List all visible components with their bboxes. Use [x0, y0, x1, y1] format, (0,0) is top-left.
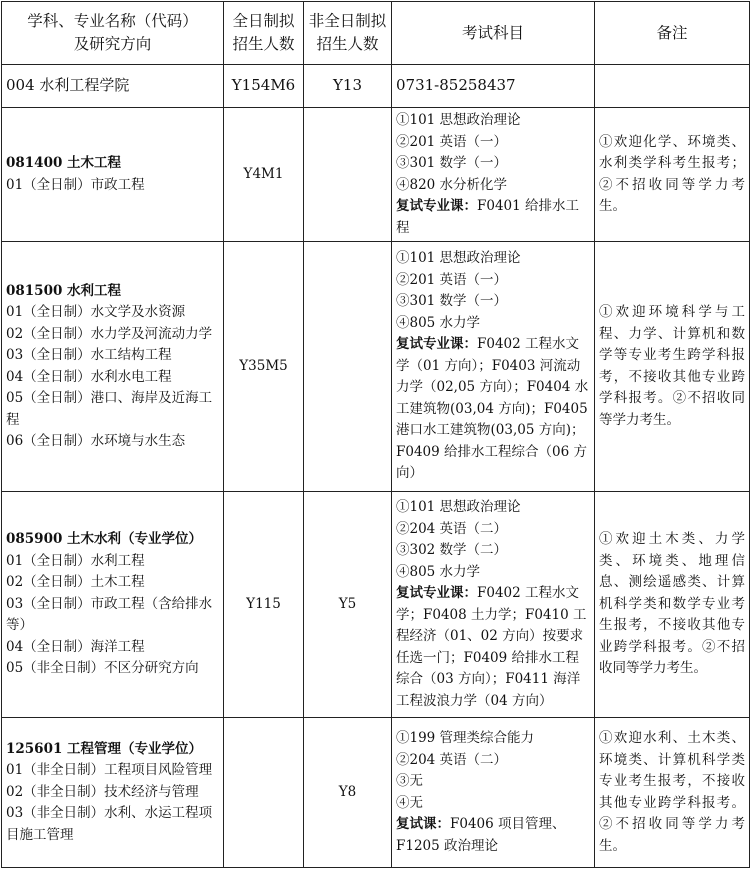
retest-info: [396, 583, 590, 712]
remarks-cell: ①欢迎环境科学与工程、力学、计算机和数学等专业考生跨学科报考，不接收其他专业跨学科报考。②不招收同等学力考生。: [595, 242, 750, 492]
parttime-quota: [304, 242, 392, 492]
dept-fulltime: Y154M6: [224, 65, 304, 108]
retest-label: 复试专业课：: [396, 585, 477, 601]
direction: 05（全日制）港口、海岸及近海工程: [6, 390, 213, 428]
parttime-quota: Y5: [304, 492, 392, 718]
dept-name: 004 水利工程学院: [2, 65, 224, 108]
retest-text: F0402 工程水文学（01 方向）；F0403 河流动力学（02,05 方向）；F0404 水工建筑物(03,04 方向)；F0405 港口水工建筑物(03,05 方向)；F0409 给排水工程综合（06 方向）: [396, 336, 589, 482]
dept-row: [2, 65, 750, 108]
major-title: 081500 水利工程: [6, 282, 122, 299]
retest-text: F0401 给排水工程: [396, 198, 580, 236]
exam-subject: ②204 英语（二）: [396, 751, 508, 768]
table-row: [2, 718, 750, 868]
exam-cell: [392, 718, 595, 868]
direction: 01（非全日制）工程项目风险管理: [6, 762, 213, 779]
header-exam: 考试科目: [392, 2, 595, 65]
direction: 04（全日制）水利水电工程: [6, 368, 172, 385]
retest-info: [396, 334, 590, 485]
header-fulltime: 全日制拟 招生人数: [224, 2, 304, 65]
dept-parttime: Y13: [304, 65, 392, 108]
exam-subject: ①101 思想政治理论: [396, 250, 521, 267]
retest-label: 复试专业课：: [396, 336, 477, 353]
dept-phone: 0731-85258437: [392, 65, 595, 108]
exam-subject: ④820 水分析化学: [396, 176, 508, 193]
header-parttime: 非全日制拟 招生人数: [304, 2, 392, 65]
direction: 03（全日制）市政工程（含给排水等）: [6, 595, 213, 634]
major-title: 081400 土木工程: [6, 155, 122, 171]
exam-cell: [392, 242, 595, 492]
exam-subject: ①199 管理类综合能力: [396, 730, 535, 746]
header-remarks: 备注: [595, 2, 750, 65]
exam-subject: ④无: [396, 794, 423, 811]
parttime-quota: [304, 108, 392, 242]
direction: 01（全日制）市政工程: [6, 176, 145, 193]
direction: 02（全日制）水力学及河流动力学: [6, 325, 213, 342]
major-title: 125601 工程管理（专业学位）: [6, 740, 203, 757]
table-row: [2, 492, 750, 718]
dept-empty: [595, 65, 750, 108]
remarks-cell: ①欢迎化学、环境类、水利类学科考生报考；②不招收同等学力考生。: [595, 108, 750, 242]
exam-subject: ④805 水力学: [396, 563, 481, 580]
direction: 05（非全日制）不区分研究方向: [6, 660, 199, 677]
fulltime-quota: Y4M1: [224, 108, 304, 242]
retest-info: [396, 814, 590, 857]
remarks-cell: ①欢迎水利、土木类、环境类、计算机科学类专业考生报考，不接收其他专业跨学科报考。②不招收同等学力考生。: [595, 718, 750, 868]
major-cell: [2, 492, 224, 718]
parttime-quota: Y8: [304, 718, 392, 868]
exam-cell: [392, 108, 595, 242]
retest-text: F0402 工程水文学；F0408 土力学；F0410 工程经济（01、02 方向）按要求任选一门；F0409 给排水工程综合（03 方向）；F0411 海洋工程波浪力学（04 方向）: [396, 585, 587, 709]
direction: 02（非全日制）技术经济与管理: [6, 783, 199, 800]
table-row: [2, 108, 750, 242]
direction: 01（全日制）水文学及水资源: [6, 304, 186, 320]
major-cell: [2, 108, 224, 242]
major-title: 085900 土木水利（专业学位）: [6, 531, 203, 548]
admissions-table: [1, 1, 750, 868]
header-row: [2, 2, 750, 65]
remarks-cell: ①欢迎土木类、力学类、环境类、地理信息、测绘遥感类、计算机科学类和数学专业考生报考，不接收其他专业跨学科报考。②不招收同等学力考生。: [595, 492, 750, 718]
direction: 02（全日制）土木工程: [6, 574, 145, 591]
exam-subject: ②201 英语（一）: [396, 133, 508, 150]
exam-subject: ④805 水力学: [396, 314, 481, 331]
exam-subject: ②204 英语（二）: [396, 520, 508, 537]
exam-cell: [392, 492, 595, 718]
exam-subject: ①101 思想政治理论: [396, 499, 521, 515]
fulltime-quota: Y115: [224, 492, 304, 718]
exam-subject: ③301 数学（一）: [396, 293, 508, 310]
retest-label: 复试专业课：: [396, 198, 477, 214]
fulltime-quota: Y35M5: [224, 242, 304, 492]
exam-subject: ③301 数学（一）: [396, 155, 508, 171]
direction: 06（全日制）水环境与水生态: [6, 433, 186, 449]
direction: 04（全日制）海洋工程: [6, 638, 145, 655]
direction: 03（全日制）水工结构工程: [6, 347, 172, 363]
header-major: 学科、专业名称（代码） 及研究方向: [2, 2, 224, 65]
exam-subject: ②201 英语（一）: [396, 271, 508, 288]
exam-subject: ③无: [396, 773, 423, 789]
major-cell: [2, 718, 224, 868]
exam-subject: ③302 数学（二）: [396, 542, 508, 558]
table-row: [2, 242, 750, 492]
direction: 01（全日制）水利工程: [6, 552, 145, 569]
exam-subject: ①101 思想政治理论: [396, 112, 521, 128]
retest-label: 复试课：: [396, 816, 450, 832]
major-cell: [2, 242, 224, 492]
direction: 03（非全日制）水利、水运工程项目施工管理: [6, 805, 213, 843]
retest-info: [396, 196, 590, 239]
retest-text: F0406 项目管理、F1205 政治理论: [396, 816, 566, 854]
fulltime-quota: [224, 718, 304, 868]
